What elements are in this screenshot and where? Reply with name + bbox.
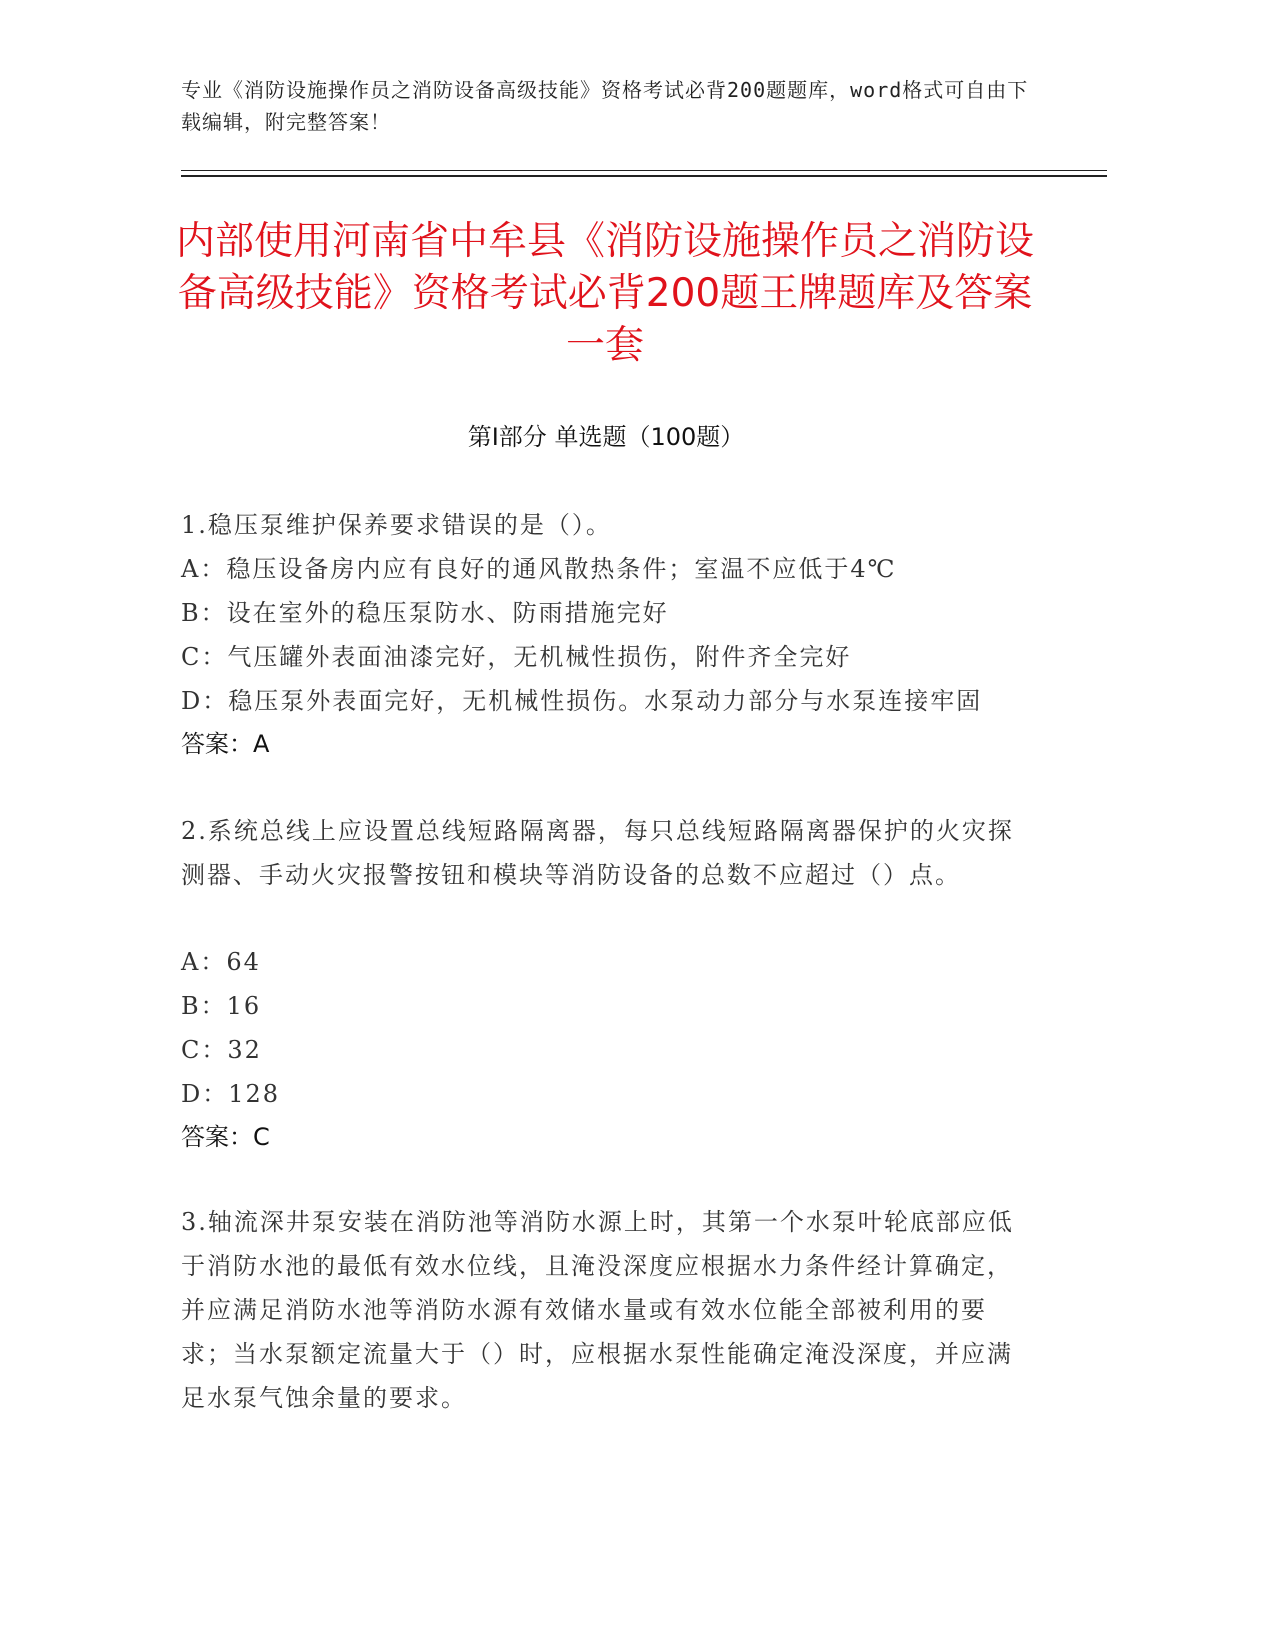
question-1-option-c: C：气压罐外表面油漆完好，无机械性损伤，附件齐全完好 [181, 643, 852, 671]
question-2-option-c: C：32 [181, 1036, 262, 1064]
question-1-option-b: B：设在室外的稳压泵防水、防雨措施完好 [181, 599, 669, 627]
question-2-stem: 2.系统总线上应设置总线短路隔离器，每只总线短路隔离器保护的火灾探测器、手动火灾报警按钮和模块等消防设备的总数不应超过（）点。 [181, 817, 1014, 889]
question-1-answer: 答案：A [181, 730, 270, 758]
section-heading: 第Ⅰ部分 单选题（100题） [467, 423, 745, 451]
question-1-stem: 1.稳压泵维护保养要求错误的是（）。 [181, 511, 612, 539]
question-2-option-b: B：16 [181, 992, 262, 1020]
question-1-option-d: D：稳压泵外表面完好，无机械性损伤。水泵动力部分与水泵连接牢固 [181, 687, 983, 715]
question-3-stem: 3.轴流深井泵安装在消防池等消防水源上时，其第一个水泵叶轮底部应低于消防水池的最低有效水位线，且淹没深度应根据水力条件经计算确定，并应满足消防水池等消防水源有效储水量或有效水位能全部被利用的要求；当水泵额定流量大于（）时，应根据水泵性能确定淹没深度，并应满足水泵气蚀余量的要求。 [181, 1208, 1014, 1412]
header-divider-thick [181, 175, 1107, 177]
header-divider-thin [181, 170, 1107, 171]
document-title: 内部使用河南省中牟县《消防设施操作员之消防设备高级技能》资格考试必背200题王牌题库及答案一套 [175, 219, 1034, 368]
header-note: 专业《消防设施操作员之消防设备高级技能》资格考试必背200题题库，word格式可自由下载编辑，附完整答案！ [181, 78, 1029, 134]
question-2-option-d: D：128 [181, 1080, 281, 1108]
question-2-answer: 答案：C [181, 1123, 270, 1151]
question-2-option-a: A：64 [181, 948, 261, 976]
question-1-option-a: A：稳压设备房内应有良好的通风散热条件；室温不应低于4℃ [181, 555, 897, 583]
